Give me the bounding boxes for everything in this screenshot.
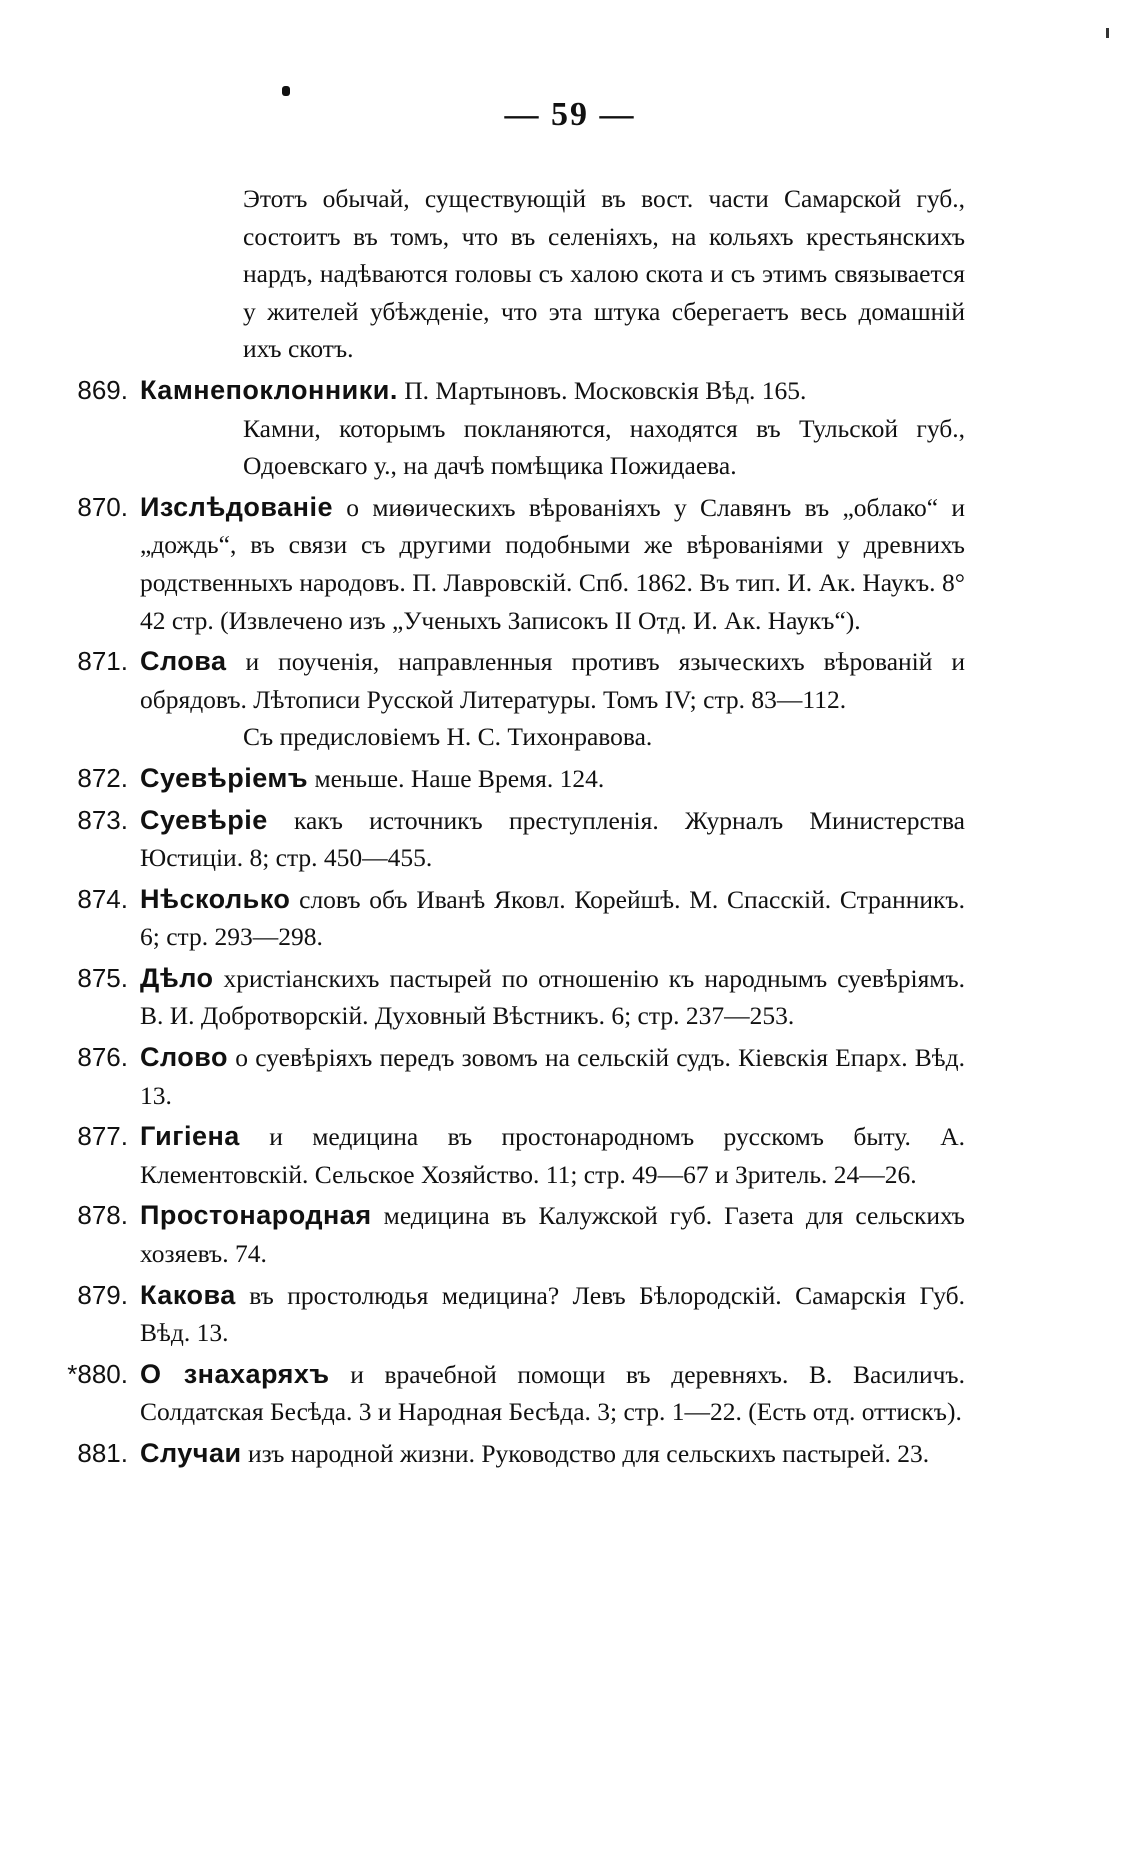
entry-879 (77, 1277, 965, 1352)
entry-keyword: Дѣло (140, 962, 214, 993)
entry-number: 870. (77, 491, 128, 522)
entry-keyword: Нѣсколько (140, 883, 291, 914)
entry-number: 873. (77, 804, 128, 835)
entry-874 (77, 881, 965, 956)
entry-number: 877. (77, 1121, 128, 1152)
entry-number: 876. (77, 1042, 128, 1073)
entry-number: 878. (77, 1200, 128, 1231)
entry-keyword: Камнепоклонники. (140, 374, 398, 405)
entry-869 (77, 372, 965, 410)
entry-keyword: Слово (140, 1042, 229, 1073)
entry-keyword: Суевѣріе (140, 804, 268, 835)
intro-paragraph: Этотъ обычай, существующій въ вост. части Самарской губ., состоитъ въ томъ, что въ селеніяхъ, на кольяхъ крестьянскихъ нардъ, надѣваются головы съ халою скота и съ этимъ связывается у жителей убѣжденіе, что эта штука сберегаетъ весь домашній ихъ скотъ. (243, 184, 965, 364)
entry-text: о миѳическихъ вѣрованіяхъ у Славянъ въ „облако“ и „дождь“, въ связи съ другими подобными же вѣрованіями у древнихъ родственныхъ народовъ. П. Лавровскій. Спб. 1862. Въ тип. И. Ак. Наукъ. 8° 42 стр. (Извлечено изъ „Ученыхъ Записокъ II Отд. И. Ак. Наукъ“). (140, 492, 965, 635)
entry-keyword: Какова (140, 1279, 236, 1310)
entry-text: меньше. Наше Время. 124. (308, 763, 605, 793)
entry-text: словъ объ Иванѣ Яковл. Корейшѣ. М. Спасскій. Странникъ. 6; стр. 293—298. (140, 884, 965, 952)
entry-note: Камни, которымъ покланяются, находятся въ Тульской губ., Одоевскаго у., на дачѣ помѣщика Пожидаева. (243, 413, 965, 481)
entry-number: 872. (77, 762, 128, 793)
entry-871 (77, 643, 965, 718)
entry-text: П. Мартыновъ. Московскія Вѣд. 165. (397, 375, 807, 405)
entry-text: и медицина въ простонародномъ русскомъ быту. А. Клементовскій. Сельское Хозяйство. 11; стр. 49—67 и Зритель. 24—26. (140, 1122, 965, 1189)
entry-keyword: Изслѣдованіе (140, 491, 334, 522)
entry-881 (77, 1435, 965, 1473)
entry-keyword: Суевѣріемъ (140, 762, 309, 793)
entry-text: въ простолюдья медицина? Левъ Бѣлородскій. Самарскія Губ. Вѣд. 13. (140, 1280, 965, 1348)
entry-number: 879. (77, 1279, 128, 1310)
page-number: — 59 — (504, 96, 636, 133)
entry-number: *880. (67, 1358, 128, 1389)
entry-text: медицина въ Калужской губ. Газета для сельскихъ хозяевъ. 74. (140, 1201, 965, 1269)
ink-speck (1106, 28, 1109, 38)
entry-872 (77, 760, 965, 798)
entry-text: изъ народной жизни. Руководство для сельскихъ пастырей. 23. (241, 1439, 930, 1468)
entry-877 (77, 1118, 965, 1193)
ink-dot (282, 86, 290, 96)
entry-keyword: Случаи (140, 1438, 242, 1468)
entry-note: Съ предисловіемъ Н. С. Тихонравова. (243, 722, 653, 752)
entry-number: 871. (77, 646, 128, 677)
entry-number: 881. (77, 1438, 128, 1468)
entry-keyword: О знахаряхъ (140, 1358, 330, 1389)
entry-keyword: Гигіена (140, 1121, 240, 1152)
entry-text: о суевѣріяхъ передъ зовомъ на сельскій судъ. Кіевскія Епарх. Вѣд. 13. (140, 1043, 965, 1110)
entry-number: 875. (77, 962, 128, 993)
entry-870 (77, 489, 965, 639)
page-text (0, 180, 1140, 1473)
entry-keyword: Слова (140, 646, 227, 677)
entry-873 (77, 802, 965, 877)
entry-880 (67, 1356, 965, 1431)
entry-number: 869. (77, 374, 128, 405)
entry-878 (77, 1197, 965, 1272)
entry-text: и поученія, направленныя противъ языческихъ вѣрованій и обрядовъ. Лѣтописи Русской Литературы. Томъ IV; стр. 83—112. (140, 647, 965, 714)
entry-875 (77, 960, 965, 1035)
entry-876 (77, 1039, 965, 1114)
entry-text: какъ источникъ преступленія. Журналъ Министерства Юстиціи. 8; стр. 450—455. (140, 805, 965, 873)
entry-keyword: Простонародная (140, 1200, 372, 1231)
entry-text: и врачебной помощи въ деревняхъ. В. Василичъ. Солдатская Бесѣда. 3 и Народная Бесѣда. 3; стр. 1—22. (Есть отд. оттискъ). (140, 1359, 965, 1427)
entry-number: 874. (77, 883, 128, 914)
entry-text: христіанскихъ пастырей по отношенію къ народнымъ суевѣріямъ. В. И. Добротворскій. Духовный Вѣстникъ. 6; стр. 237—253. (140, 963, 965, 1031)
